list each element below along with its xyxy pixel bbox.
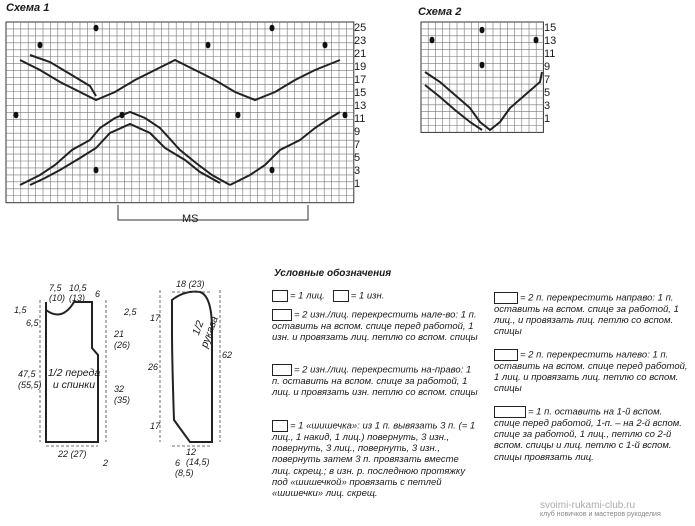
scheme1-row-numbers xyxy=(354,22,366,191)
legend-item-cross-2-left xyxy=(494,349,690,395)
legend-item-cross-2-right xyxy=(494,292,690,338)
m-2: 2 xyxy=(103,458,109,468)
legend-text: = 2 изн./лиц. перекрестить на-право: 1 п. оставить на вспом. спице за работой, 1 лиц. и провязать изн. петлю со вспом. спицы xyxy=(272,364,478,399)
m-bottom: 22 (27) xyxy=(58,449,87,459)
bobble-mark xyxy=(38,42,43,49)
repeat-bracket xyxy=(118,205,308,220)
bobble-mark xyxy=(480,62,485,69)
bobble-mark xyxy=(236,112,241,119)
cross-2-left-symbol-icon xyxy=(494,349,518,361)
cross-right-symbol-icon xyxy=(272,364,292,376)
m-6-5: 6,5 xyxy=(26,318,39,328)
bobble-mark xyxy=(534,37,539,44)
legend-text: = 2 п. перекрестить направо: 1 п. оставить на вспом. спице за работой, 1 лиц., и провязать лиц. петлю со вспом. спицы xyxy=(494,292,679,338)
cross-2-right-symbol-icon xyxy=(494,292,518,304)
row-number: 23 xyxy=(354,35,367,47)
legend-item-bobble xyxy=(272,420,480,499)
legend-text: = 2 п. перекрестить налево: 1 п. оставить на вспом. спице перед работой, 1 лиц. и провязать лиц. петлю со вспом. спицы xyxy=(494,349,688,395)
scheme2-title: Схема 2 xyxy=(418,6,462,18)
bobble-mark xyxy=(430,37,435,44)
legend-text: = 1 п. оставить на 1-й вспом. спице перед работой, 1-п. – на 2-й вспом. спице за работой, 1 лиц., петлю со 2-й вспом. спицы и лиц. петлю с 1-й вспом. спицы провязать лиц. xyxy=(494,406,682,463)
m-1-5: 1,5 xyxy=(14,305,27,315)
sleeve-m-12: 12 (14,5) xyxy=(186,447,210,467)
bobble-mark xyxy=(206,42,211,49)
bobble-mark xyxy=(323,42,328,49)
legend-item-cross-right xyxy=(272,364,480,398)
row-number: 5 xyxy=(354,152,361,164)
row-number: 17 xyxy=(354,74,367,86)
scheme2-row-numbers xyxy=(544,22,556,126)
row-number: 7 xyxy=(544,74,551,86)
row-number: 15 xyxy=(354,87,367,99)
legend-text: = 1 изн. xyxy=(350,290,385,302)
bobble-mark xyxy=(343,112,348,119)
front-back-caption: 1/2 переда и спинки xyxy=(47,367,101,391)
m-21: 21 (26) xyxy=(114,329,131,350)
sleeve-m-17a: 17 xyxy=(150,313,161,323)
row-number: 3 xyxy=(544,100,551,112)
legend-item-cross-left xyxy=(272,309,480,343)
row-number: 15 xyxy=(544,22,557,34)
m-top-2: 10,5 (13) xyxy=(69,283,87,303)
bobble-mark xyxy=(270,167,275,174)
sleeve-m-26: 26 xyxy=(148,362,159,372)
sleeve-m-17b: 17 xyxy=(150,421,161,431)
row-number: 9 xyxy=(544,61,551,73)
legend-text: = 1 лиц. xyxy=(290,290,325,302)
legend-text: = 2 изн./лиц. перекрестить нале-во: 1 п. оставить на вспом. спице перед работой, 1 изн. и провязать лиц. петлю со вспом. спицы xyxy=(272,309,478,344)
row-number: 11 xyxy=(544,48,556,60)
legend-item-cross-3 xyxy=(494,406,690,463)
sleeve-caption: 1/2 рукава xyxy=(190,314,221,350)
bobble-mark xyxy=(94,25,99,32)
bobble-symbol-icon xyxy=(272,420,288,432)
legend-title: Условные обозначения xyxy=(274,268,392,279)
bobble-mark xyxy=(120,112,125,119)
row-number: 11 xyxy=(354,113,366,125)
bobble-mark xyxy=(94,167,99,174)
row-number: 9 xyxy=(354,126,361,138)
row-number: 1 xyxy=(544,113,551,125)
bobble-mark xyxy=(480,27,485,34)
legend-item-knit xyxy=(272,290,482,302)
row-number: 7 xyxy=(354,139,361,151)
sleeve-m-top: 18 (23) xyxy=(176,279,205,289)
m-top-3: 6 xyxy=(95,289,101,299)
m-32: 32 (35) xyxy=(114,384,131,405)
row-number: 13 xyxy=(354,100,367,112)
bobble-mark xyxy=(270,25,275,32)
legend-text: = 1 «шишечка»: из 1 п. вывязать 3 п. (= 1 лиц., 1 накид, 1 лиц.) повернуть, 3 изн., повернуть, 3 лиц., повернуть, 3 изн., повернуть затем 3 п. провязать вместе лиц. скрещ.; в изн. р. последнюю протяжку под «шишечкой» провязать с петлей «шишечки» лиц. скрещ. xyxy=(272,420,476,500)
m-47-5: 47,5 (55,5) xyxy=(18,369,42,390)
knit-symbol-icon xyxy=(272,290,288,302)
cross-left-symbol-icon xyxy=(272,309,292,321)
row-number: 3 xyxy=(354,165,361,177)
scheme1-title: Схема 1 xyxy=(6,2,50,14)
row-number: 25 xyxy=(354,22,367,34)
m-top-1: 7,5 (10) xyxy=(49,283,66,303)
sleeve-m-6: 6 (8,5) xyxy=(175,458,194,478)
repeat-label: MS xyxy=(182,213,199,225)
row-number: 19 xyxy=(354,61,367,73)
m-2-5: 2,5 xyxy=(124,307,137,317)
cross-3-symbol-icon xyxy=(494,406,526,418)
watermark: svoimi-rukami-club.ru клуб новичков и мастеров рукоделия xyxy=(540,500,661,518)
bobble-mark xyxy=(14,112,19,119)
purl-symbol-icon xyxy=(333,290,349,302)
row-number: 1 xyxy=(354,178,361,190)
row-number: 13 xyxy=(544,35,557,47)
row-number: 5 xyxy=(544,87,551,99)
row-number: 21 xyxy=(354,48,367,60)
sleeve-m-62: 62 xyxy=(222,350,233,360)
